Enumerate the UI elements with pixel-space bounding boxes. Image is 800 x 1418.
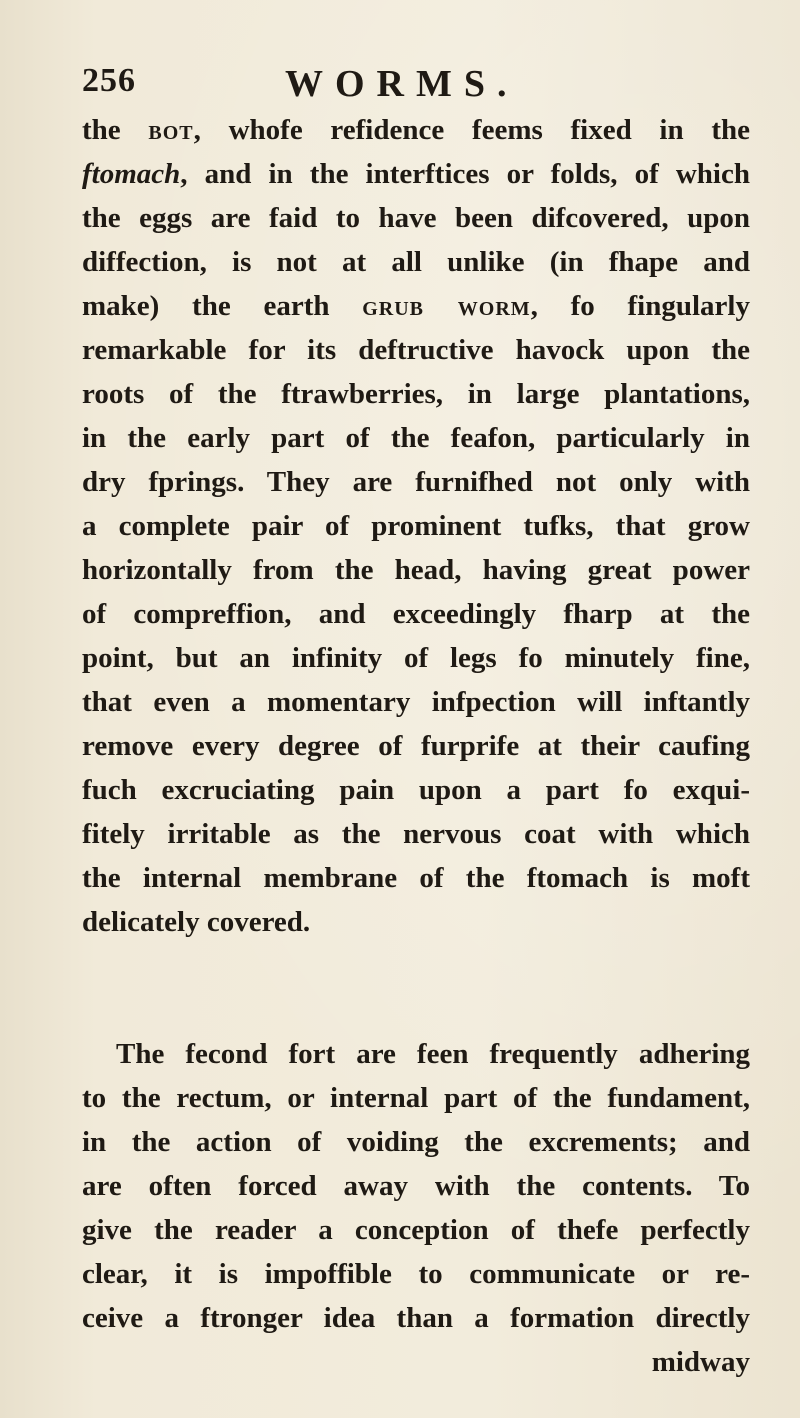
- text-run: , whofe refidence feems fixed in the: [193, 114, 750, 146]
- body-text: [82, 108, 750, 1384]
- text-run: remove every degree of furprife at their caufing: [82, 730, 750, 762]
- text-run: are often forced away with the contents. To: [82, 1170, 750, 1202]
- text-run: a complete pair of prominent tufks, that grow: [82, 510, 750, 542]
- italic-run: ftomach: [82, 158, 181, 190]
- text-line: [82, 636, 750, 680]
- text-line: [82, 284, 750, 328]
- text-line: [82, 548, 750, 592]
- text-run: roots of the ftrawberries, in large plantations,: [82, 378, 750, 410]
- text-line: [82, 592, 750, 636]
- text-line: [82, 108, 750, 152]
- text-line: [82, 1296, 750, 1340]
- text-run: in the action of voiding the excrements; and: [82, 1126, 750, 1158]
- running-head: [70, 62, 750, 105]
- text-run: in the early part of the feafon, particularly in: [82, 422, 750, 454]
- text-run: give the reader a conception of thefe perfectly: [82, 1214, 750, 1246]
- text-run: the eggs are faid to have been difcovered, upon: [82, 202, 750, 234]
- text-line: [82, 240, 750, 284]
- text-run: clear, it is impoffible to communicate or re-: [82, 1258, 750, 1290]
- text-run: remarkable for its deftructive havock upon the: [82, 334, 750, 366]
- paragraph-1: [82, 108, 750, 944]
- paragraph-2: [82, 1032, 750, 1340]
- text-run: the internal membrane of the ftomach is moft: [82, 862, 750, 894]
- text-line: [82, 328, 750, 372]
- text-line: [82, 1208, 750, 1252]
- text-run: that even a momentary infpection will inftantly: [82, 686, 750, 718]
- paragraph-gap: [82, 944, 750, 1032]
- text-line: [82, 1164, 750, 1208]
- text-run: make) the earth: [82, 290, 363, 322]
- text-line: [82, 724, 750, 768]
- text-line: [82, 1120, 750, 1164]
- page-number: 256: [82, 62, 136, 99]
- text-line: [82, 812, 750, 856]
- text-line: [82, 416, 750, 460]
- text-run: point, but an infinity of legs fo minutely fine,: [82, 642, 750, 674]
- text-run: fitely irritable as the nervous coat with which: [82, 818, 750, 850]
- text-run: diffection, is not at all unlike (in fhape and: [82, 246, 750, 278]
- text-line: [82, 680, 750, 724]
- text-line: [82, 152, 750, 196]
- text-run: , and in the interftices or folds, of which: [180, 158, 750, 190]
- text-line: [82, 372, 750, 416]
- small-caps-run: bot: [148, 114, 194, 146]
- running-title: WORMS.: [285, 63, 519, 105]
- text-run: to the rectum, or internal part of the fundament,: [82, 1082, 750, 1114]
- text-line: [82, 856, 750, 900]
- text-line: [82, 504, 750, 548]
- text-line: [82, 768, 750, 812]
- text-line: [82, 900, 750, 944]
- text-run: the: [82, 114, 149, 146]
- small-caps-run: grub worm: [362, 290, 531, 322]
- text-run: horizontally from the head, having great power: [82, 554, 750, 586]
- text-line: [82, 1252, 750, 1296]
- text-line: [82, 460, 750, 504]
- text-run: , fo fingularly: [530, 290, 750, 322]
- text-line: [82, 1032, 750, 1076]
- text-run: ceive a ftronger idea than a formation directly: [82, 1302, 750, 1334]
- text-run: of compreffion, and exceedingly fharp at the: [82, 598, 750, 630]
- text-run: dry fprings. They are furnifhed not only with: [82, 466, 750, 498]
- text-line: [82, 1076, 750, 1120]
- text-run: fuch excruciating pain upon a part fo exqui-: [82, 774, 750, 806]
- text-run: The fecond fort are feen frequently adhering: [116, 1038, 750, 1070]
- catchword: midway: [651, 1346, 750, 1378]
- text-run: delicately covered.: [82, 906, 311, 938]
- text-line: [82, 196, 750, 240]
